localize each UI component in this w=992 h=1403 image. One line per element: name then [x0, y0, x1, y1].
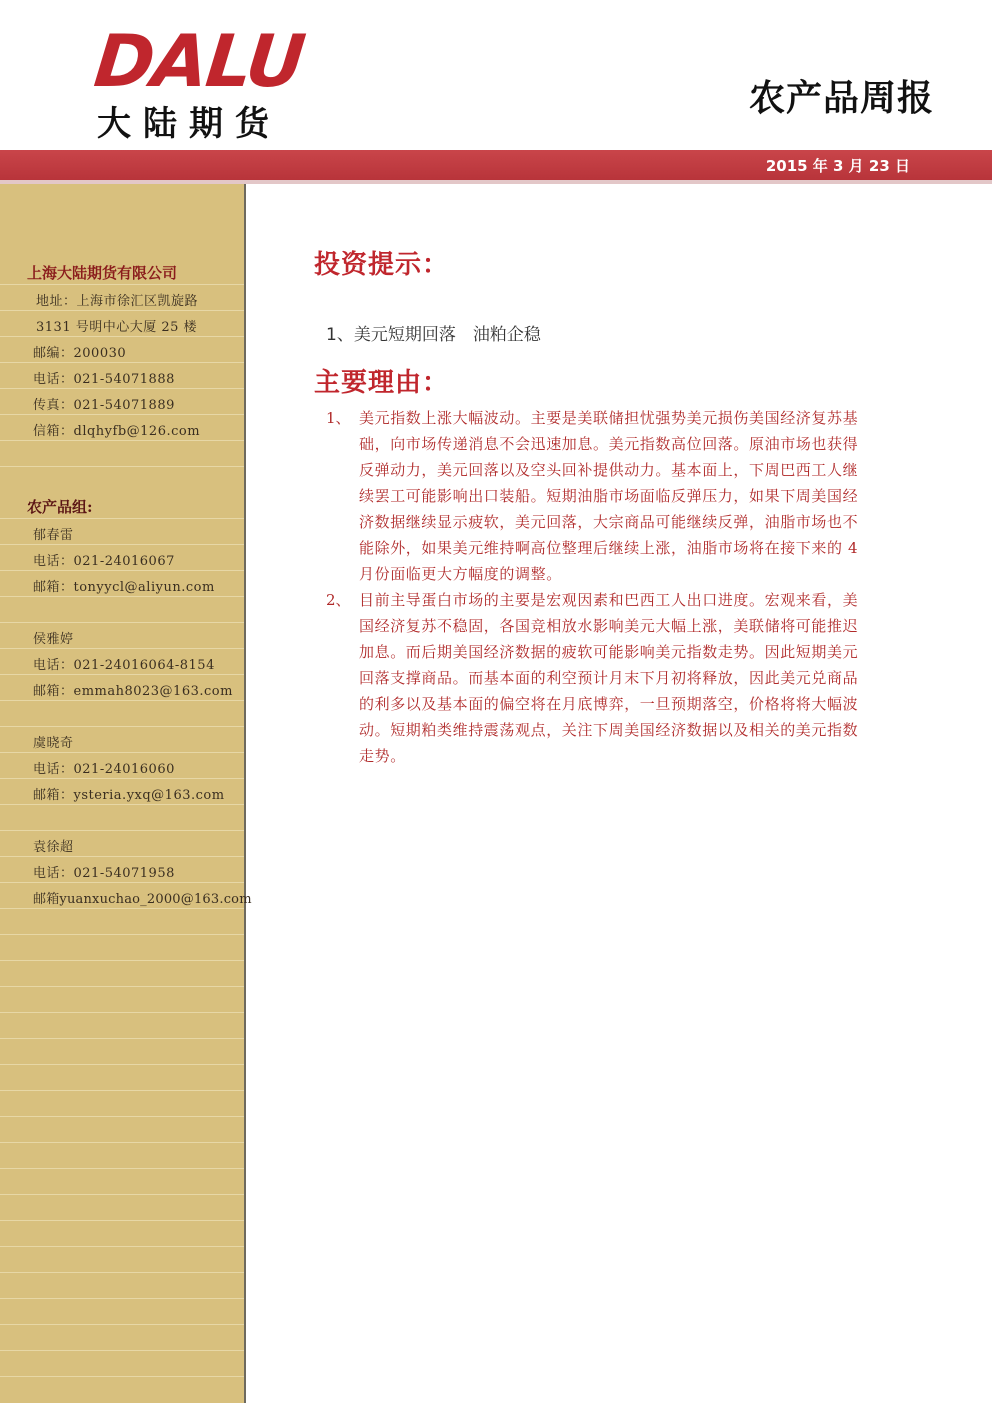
reason-text-line: 能除外，如果美元维持啊高位整理后继续上涨，油脂市场将在接下来的 4 — [359, 539, 859, 557]
sidebar-rule — [0, 1090, 244, 1091]
sidebar-rule — [0, 414, 244, 415]
reason-text-line: 动。短期粕类维持震荡观点，关注下周美国经济数据以及相关的美元指数 — [359, 721, 859, 739]
sidebar-rule — [0, 856, 244, 857]
sidebar-rule — [0, 1350, 244, 1351]
contact-name: 袁徐超 — [33, 840, 74, 855]
sidebar-rule — [0, 934, 244, 935]
sidebar-rule — [0, 1298, 244, 1299]
sidebar-rule — [0, 804, 244, 805]
company-name: 上海大陆期货有限公司 — [27, 264, 178, 282]
reason-text-line: 美元指数上涨大幅波动。主要是美联储担忧强势美元损伤美国经济复苏基 — [359, 409, 859, 427]
sidebar-rule — [0, 1142, 244, 1143]
reason-text-line: 回落支撑商品。而基本面的利空预计月末下月初将释放，因此美元兑商品 — [359, 669, 859, 687]
contact-name: 郁春雷 — [33, 528, 74, 543]
reason-text-line: 反弹动力，美元回落以及空头回补提供动力。基本面上，下周巴西工人继 — [359, 461, 859, 479]
company-phone: 电话：021-54071888 — [33, 372, 175, 387]
sidebar-rule — [0, 1194, 244, 1195]
company-address-line-2: 3131 号明中心大厦 25 楼 — [36, 320, 198, 335]
contact-name: 侯雅婷 — [33, 632, 74, 647]
sidebar-rule — [0, 1038, 244, 1039]
reason-text-line: 续罢工可能影响出口装船。短期油脂市场面临反弹压力，如果下周美国经 — [359, 487, 859, 505]
company-fax: 传真：021-54071889 — [33, 398, 175, 413]
sidebar-rule — [0, 622, 244, 623]
sidebar-rule — [0, 1116, 244, 1117]
sidebar-rule — [0, 596, 244, 597]
reason-text-line: 走势。 — [359, 747, 406, 765]
sidebar-rule — [0, 882, 244, 883]
contact-phone: 电话：021-24016060 — [33, 762, 175, 777]
reason-text-line: 础，向市场传递消息不会迅速加息。美元指数高位回落。原油市场也获得 — [359, 435, 859, 453]
contact-phone: 电话：021-24016067 — [33, 554, 175, 569]
sidebar-rule — [0, 388, 244, 389]
contact-email: 邮箱：tonyycl@aliyun.com — [33, 580, 215, 595]
contact-phone: 电话：021-24016064-8154 — [33, 658, 215, 673]
reason-text-line: 的利多以及基本面的偏空将在月底博弈，一旦预期落空，价格将将大幅波 — [359, 695, 859, 713]
reason-text-line: 目前主导蛋白市场的主要是宏观因素和巴西工人出口进度。宏观来看，美 — [359, 591, 859, 609]
sidebar-rule — [0, 1272, 244, 1273]
sidebar-rule — [0, 960, 244, 961]
company-address-line-1: 地址：上海市徐汇区凯旋路 — [36, 294, 199, 309]
reason-number: 2、 — [326, 591, 351, 609]
sidebar-rule — [0, 1064, 244, 1065]
sidebar-rule — [0, 310, 244, 311]
report-date: 2015 年 3 月 23 日 — [765, 157, 910, 175]
sidebar-rule — [0, 1168, 244, 1169]
sidebar-rule — [0, 518, 244, 519]
sidebar-rule — [0, 466, 244, 467]
sidebar-rule — [0, 1324, 244, 1325]
sidebar-rule — [0, 674, 244, 675]
sidebar-rule — [0, 986, 244, 987]
sidebar-rule — [0, 700, 244, 701]
sidebar-rule — [0, 362, 244, 363]
company-logo — [90, 19, 315, 144]
sidebar-rule — [0, 1220, 244, 1221]
logo-chinese-text: 大陆期货 — [97, 104, 281, 144]
sidebar-rule — [0, 570, 244, 571]
investment-tips-heading: 投资提示： — [314, 250, 450, 280]
report-title: 农产品周报 — [748, 78, 934, 119]
reason-text-line: 加息。而后期美国经济数据的疲软可能影响美元指数走势。因此短期美元 — [359, 643, 859, 661]
contact-email: 邮箱：ysteria.yxq@163.com — [33, 788, 225, 803]
sidebar-rule — [0, 1376, 244, 1377]
sidebar-rule — [0, 752, 244, 753]
sidebar-rule — [0, 908, 244, 909]
tip-item: 1、美元短期回落 油粕企稳 — [326, 325, 541, 345]
reason-number: 1、 — [326, 409, 351, 427]
company-email: 信箱：dlqhyfb@126.com — [33, 424, 201, 439]
reason-text-line: 月份面临更大方幅度的调整。 — [359, 565, 562, 583]
company-postcode: 邮编：200030 — [33, 346, 127, 361]
sidebar-rule — [0, 1246, 244, 1247]
contact-email: 邮箱：emmah8023@163.com — [33, 684, 233, 699]
sidebar-rule — [0, 830, 244, 831]
sidebar-rule — [0, 1012, 244, 1013]
group-title: 农产品组: — [27, 498, 93, 516]
sidebar-rule — [0, 440, 244, 441]
contact-name: 虞晓奇 — [33, 736, 74, 751]
reason-text-line: 国经济复苏不稳固，各国竞相放水影响美元大幅上涨，美联储将可能推迟 — [359, 617, 859, 635]
sidebar-rule — [0, 544, 244, 545]
main-reasons-heading: 主要理由： — [314, 368, 450, 398]
sidebar-rule — [0, 284, 244, 285]
contact-phone: 电话：021-54071958 — [33, 866, 175, 881]
reason-text-line: 济数据继续显示疲软，美元回落，大宗商品可能继续反弹，油脂市场也不 — [359, 513, 859, 531]
logo-latin-text: DALU — [90, 19, 308, 103]
sidebar-rule — [0, 336, 244, 337]
contact-email: 邮箱yuanxuchao_2000@163.com — [33, 892, 252, 907]
sidebar-rule — [0, 778, 244, 779]
sidebar-rule — [0, 648, 244, 649]
sidebar-rule — [0, 726, 244, 727]
